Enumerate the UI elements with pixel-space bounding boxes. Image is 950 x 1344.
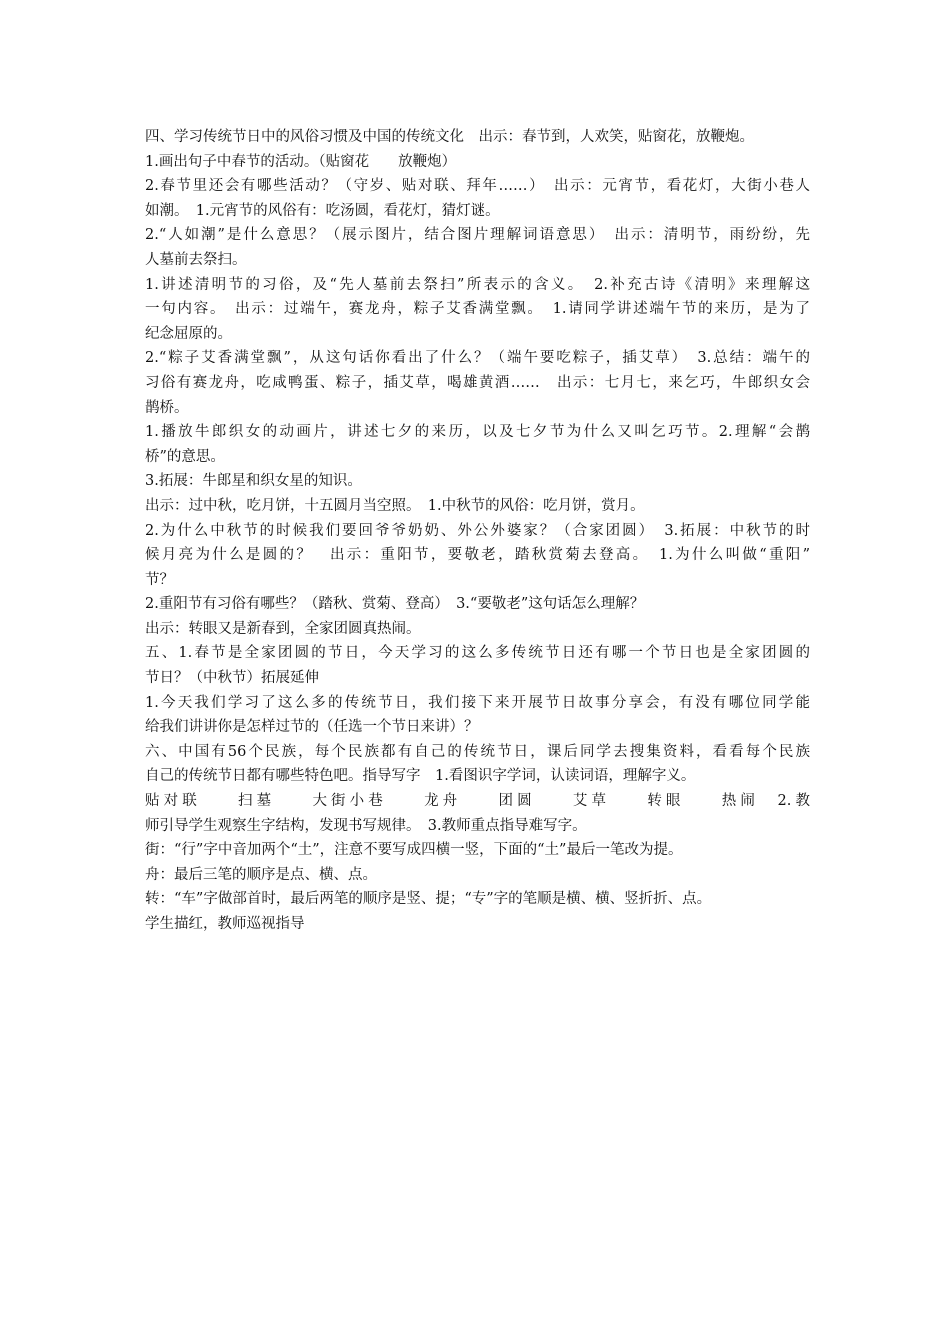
text-line: 街：“行”字中音加两个“土”，注意不要写成四横一竖，下面的“土”最后一笔改为提。	[145, 842, 683, 859]
text-line: 人墓前去祭扫。	[145, 251, 247, 268]
text-line: 1.今天我们学习了这么多的传统节日，我们接下来开展节日故事分享会，有没有哪位同学能	[145, 694, 810, 711]
text-line: 给我们讲讲你是怎样过节的（任选一个节日来讲）？	[145, 719, 479, 736]
text-line: 四、学习传统节日中的风俗习惯及中国的传统文化 出示：春节到，人欢笑，贴窗花，放鞭炮。	[145, 129, 754, 145]
text-line: 2.“粽子艾香满堂飘”，从这句话你看出了什么？（端午要吃粽子，插艾草） 3.总结：端午的	[145, 350, 810, 367]
text-line: 师引导学生观察生字结构，发现书写规律。 3.教师重点指导难写字。	[145, 817, 587, 834]
text-line: 2.为什么中秋节的时候我们要回爷爷奶奶、外公外婆家？（合家团圆） 3.拓展：中秋节的时	[145, 522, 810, 539]
text-line: 节？	[145, 571, 174, 588]
text-line: 习俗有赛龙舟，吃咸鸭蛋、粽子，插艾草，喝雄黄酒…… 出示：七月七，来乞巧，牛郎织女会	[145, 374, 810, 391]
text-line: 3.拓展：牛郎星和织女星的知识。	[145, 473, 362, 490]
text-line: 候月亮为什么是圆的？ 出示：重阳节，要敬老，踏秋赏菊去登高。 1.为什么叫做“重阳”	[145, 547, 810, 564]
text-line: 1.讲述清明节的习俗，及“先人墓前去祭扫”所表示的含义。 2.补充古诗《清明》来理解这	[145, 276, 810, 293]
text-line: 2.春节里还会有哪些活动？（守岁、贴对联、拜年……） 出示：元宵节，看花灯，大街小巷人	[145, 178, 810, 195]
text-line: 2.重阳节有习俗有哪些？（踏秋、赏菊、登高） 3.“要敬老”这句话怎么理解？	[145, 596, 645, 613]
text-line: 2.“人如潮”是什么意思？（展示图片，结合图片理解词语意思） 出示：清明节，雨纷纷，先	[145, 227, 810, 244]
text-line: 桥”的意思。	[145, 448, 225, 465]
text-line: 舟：最后三笔的顺序是点、横、点。	[145, 866, 377, 883]
text-line: 五、1.春节是全家团圆的节日，今天学习的这么多传统节日还有哪一个节日也是全家团圆的	[145, 645, 810, 662]
text-line: 出示：转眼又是新春到，全家团圆真热闹。	[145, 620, 421, 637]
text-line: 一句内容。 出示：过端午，赛龙舟，粽子艾香满堂飘。 1.请同学讲述端午节的来历，是为了	[145, 301, 810, 318]
text-line: 贴对联 扫墓 大街小巷 龙舟 团圆 艾草 转眼 热闹 2.教	[145, 793, 810, 810]
text-line: 出示：过中秋，吃月饼，十五圆月当空照。 1.中秋节的风俗：吃月饼，赏月。	[145, 497, 645, 514]
text-line: 纪念屈原的。	[145, 325, 232, 342]
text-line: 1.播放牛郎织女的动画片，讲述七夕的来历，以及七夕节为什么又叫乞巧节。2.理解“会鹊	[145, 424, 810, 441]
text-line: 1.画出句子中春节的活动。（贴窗花 放鞭炮）	[145, 153, 457, 170]
text-line: 转：“车”字做部首时，最后两笔的顺序是竖、提；“专”字的笔顺是横、横、竖折折、点。	[145, 891, 712, 908]
text-line: 节日？（中秋节）拓展延伸	[145, 670, 319, 687]
text-line: 自己的传统节日都有哪些特色吧。指导写字 1.看图识字学词，认读词语，理解字义。	[145, 768, 696, 785]
text-line: 如潮。 1.元宵节的风俗有：吃汤圆，看花灯，猜灯谜。	[145, 202, 500, 219]
text-line: 学生描红，教师巡视指导	[145, 916, 305, 932]
document-body	[145, 125, 810, 937]
text-line: 六、中国有56个民族，每个民族都有自己的传统节日，课后同学去搜集资料，看看每个民族	[145, 743, 810, 760]
text-line: 鹊桥。	[145, 399, 189, 416]
